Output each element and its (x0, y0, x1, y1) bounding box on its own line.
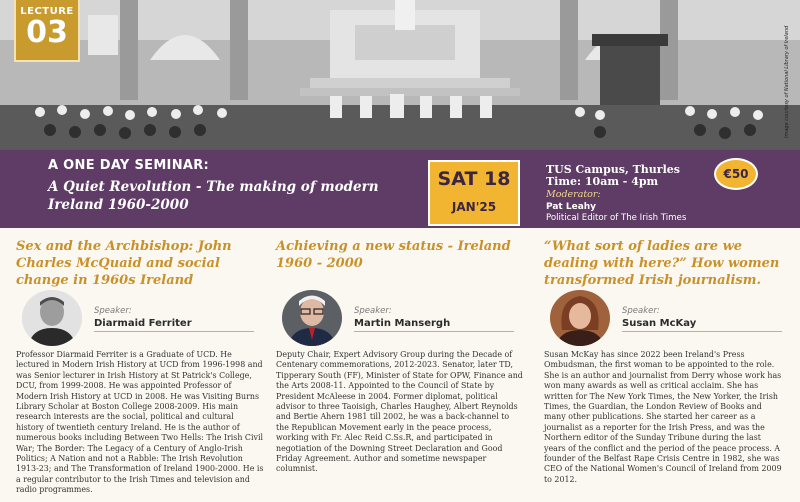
speaker-name: Diarmaid Ferriter (94, 318, 192, 329)
lecture-badge (14, 0, 80, 62)
speaker-block (16, 290, 264, 346)
speaker-name: Susan McKay (622, 318, 697, 329)
speaker-avatar (550, 290, 610, 346)
talk-column-3 (544, 238, 784, 502)
speaker-name: Martin Mansergh (354, 318, 451, 329)
date-month: JAN'25 (451, 200, 497, 214)
seminar-title: A Quiet Revolution - The making of modern Ireland 1960-2000 (48, 179, 379, 213)
speaker-avatar (22, 290, 82, 346)
date-day: SAT 18 (437, 168, 511, 190)
speaker-label: Speaker: (354, 306, 392, 316)
talk-column-1 (16, 238, 264, 502)
speaker-label: Speaker: (94, 306, 132, 316)
talk-title: Achieving a new status - Ireland 1960 - 2000 (276, 239, 511, 271)
divider (622, 331, 782, 332)
speaker-photo-icon (282, 290, 342, 346)
divider (94, 331, 254, 332)
talk-column-2 (276, 238, 524, 502)
speaker-photo-icon (22, 290, 82, 346)
price-badge: €50 (714, 158, 758, 190)
moderator-name: Pat Leahy (546, 202, 597, 212)
speaker-block (276, 290, 524, 346)
talk-title: Sex and the Archbishop: John Charles McQuaid and social change in 1960s Ireland (16, 239, 232, 288)
header-photo (0, 0, 800, 150)
church-ceremony-photo (0, 0, 800, 150)
venue-text: TUS Campus, Thurles (546, 163, 680, 176)
seminar-kicker: A ONE DAY SEMINAR: (48, 158, 210, 173)
moderator-label: Moderator: (546, 189, 601, 200)
speaker-bio: Professor Diarmaid Ferriter is a Graduate of UCD. He lectured in Modern Irish History at UCD from 1996-1998 and was Senior lecturer in Irish History at St Patrick's College, DCU, from 1999-2008. He was appointed Professor of Modern Irish History at UCD in 2008. He was Visiting Burns Library Scholar at Boston College 2008-2009. His main research interests are the social, political and cultural history of twentieth century Ireland. He is the author of numerous books including Between Two Hells: The Irish Civil War; The Border: The Legacy of a Century of Anglo-Irish Politics; A Nation and not a Rabble: The Irish Revolution 1913-23; and The Transformation of Ireland 1900-2000. He is a regular contributor to the Irish Times and television and radio programmes. (16, 350, 264, 495)
speaker-avatar (282, 290, 342, 346)
lecture-label: LECTURE (20, 6, 74, 17)
speaker-label: Speaker: (622, 306, 660, 316)
photo-credit: Image courtesy of National Library of Ireland (784, 25, 790, 138)
time-text: Time: 10am - 4pm (546, 175, 659, 188)
date-box (428, 160, 520, 226)
talk-title: “What sort of ladies are we dealing with here?” How women transformed Irish journalism. (544, 239, 780, 288)
speaker-photo-icon (550, 290, 610, 346)
divider (354, 331, 514, 332)
moderator-role: Political Editor of The Irish Times (546, 213, 687, 223)
lecture-number: 03 (26, 15, 68, 50)
speaker-bio: Susan McKay has since 2022 been Ireland's Press Ombudsman, the first woman to be appointed to the role. She is an author and journalist from Derry whose work has won many awards as well as critical acclaim. She has written for The New York Times, the New Yorker, the Irish Times, the Guardian, the London Review of Books and many other publications. She started her career as a journalist as a reporter for the Irish Press, and was the Northern editor of the Sunday Tribune during the last years of the conflict and the period of the peace process. A founder of the Belfast Rape Crisis Centre in 1982, she was CEO of the National Women's Council of Ireland from 2009 to 2012. (544, 350, 782, 484)
speaker-block (544, 290, 784, 346)
speaker-bio: Deputy Chair, Expert Advisory Group during the Decade of Centenary commemorations, 2012-2023. Senator, later TD, Tipperary South (FF), Minister of State for OPW, Finance and the Arts 2008-11. Appointed to the Council of State by President McAleese in 2004. Former diplomat, political advisor to three Taoisigh, Charles Haughey, Albert Reynolds and Bertie Ahern 1981 till 2002, he was a back-channel to the Republican Movement early in the peace process, working with Fr. Alec Reid C.Ss.R, and participated in negotiation of the Downing Street Declaration and Good Friday Agreement. Author and sometime newspaper columnist. (276, 350, 523, 474)
